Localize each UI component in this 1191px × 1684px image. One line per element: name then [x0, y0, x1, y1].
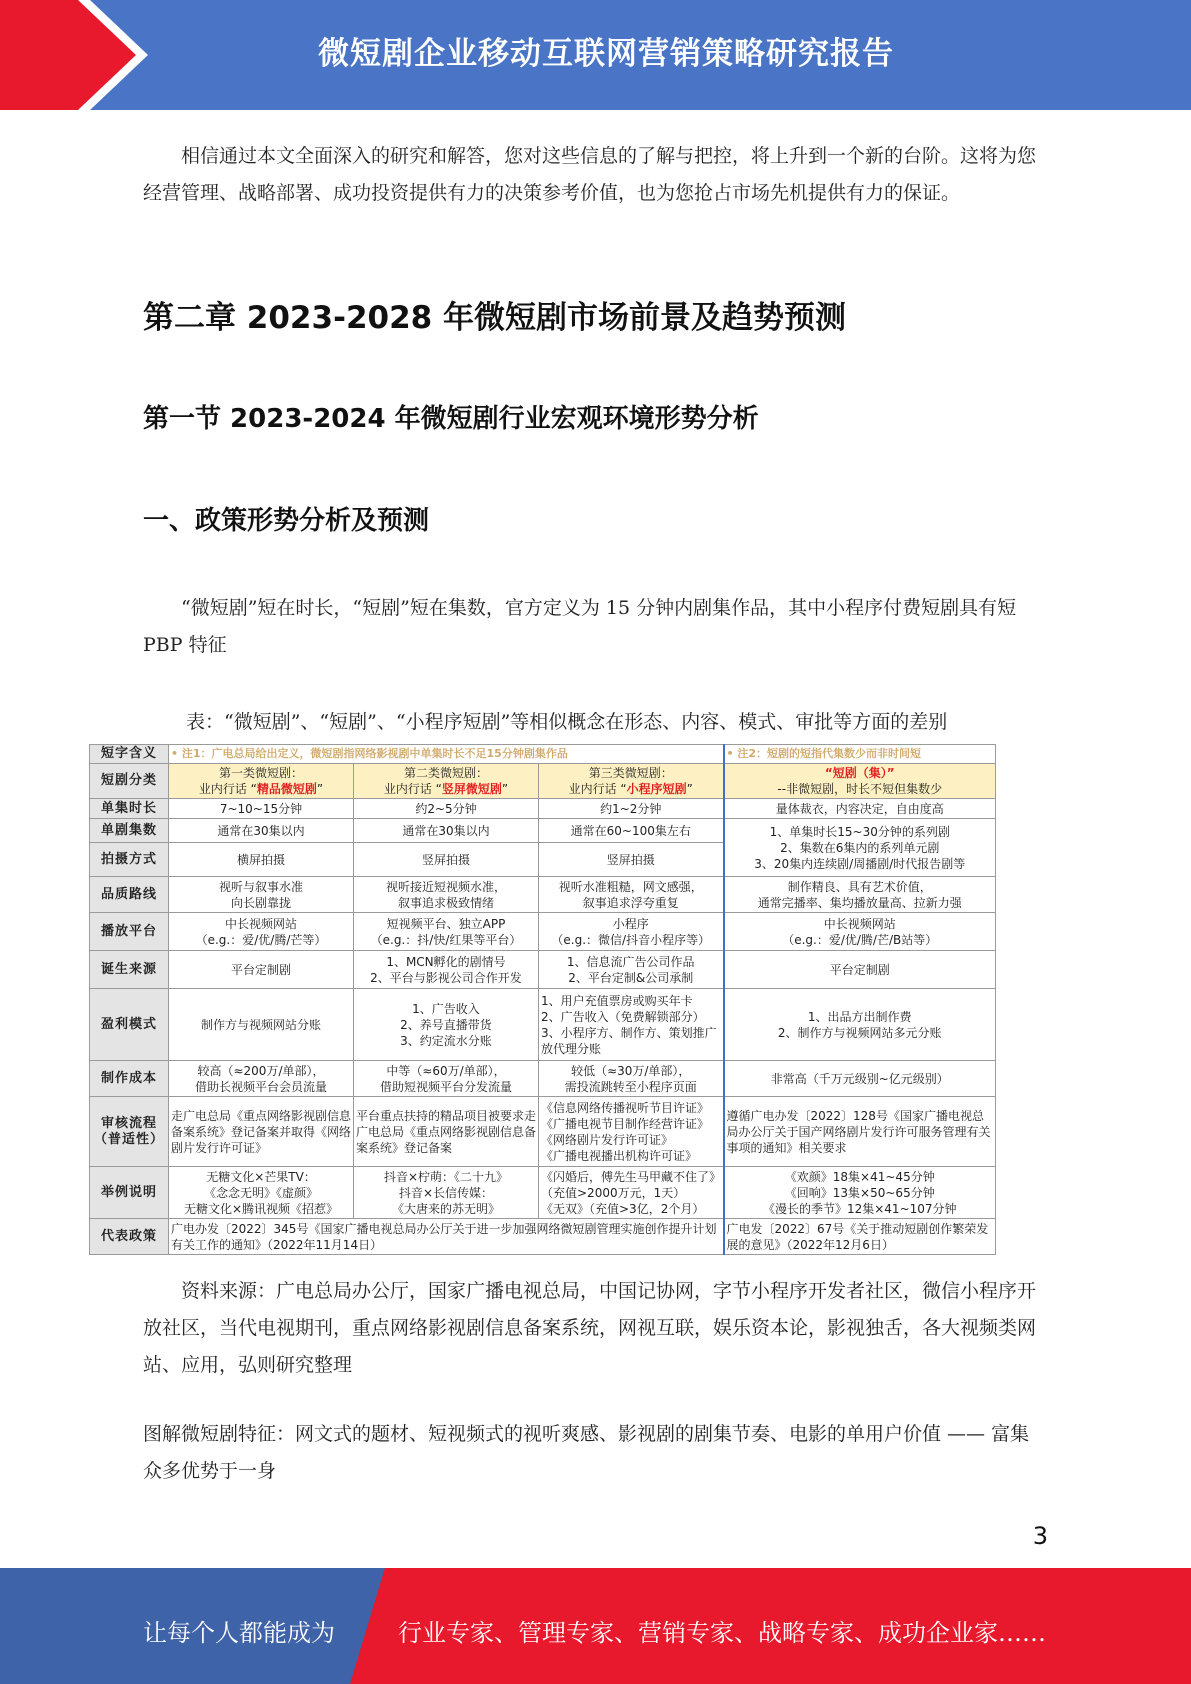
table-caption: 表：“微短剧”、“短剧”、“小程序短剧”等相似概念在形态、内容、模式、审批等方面的差别 — [186, 711, 948, 733]
row-header: 品质路线 — [90, 877, 169, 913]
table-cell: 走广电总局《重点网络影视剧信息备案系统》登记备案并取得《网络剧片发行许可证》 — [169, 1097, 354, 1167]
intro-paragraph: 相信通过本文全面深入的研究和解答，您对这些信息的了解与把控，将上升到一个新的台阶。这将为您经营管理、战略部署、成功投资提供有力的决策参考价值，也为您抢占市场先机提供有力的保证。 — [143, 145, 1037, 204]
table-cell: 遵循广电办发〔2022〕128号《国家广播电视总局办公厅关于国产网络剧片发行许可服务管理有关事项的通知》相关要求 — [724, 1097, 996, 1167]
table-row — [90, 1097, 996, 1167]
table-row — [90, 1219, 996, 1255]
table-cell: 制作精良、具有艺术价值， 通常完播率、集均播放量高、拉新力强 — [724, 877, 996, 913]
table-cell: 制作方与视频网站分账 — [169, 989, 354, 1061]
row-header: 审核流程 （普适性） — [90, 1097, 169, 1167]
table-cell: 小程序 （e.g.：微信/抖音小程序等） — [539, 913, 724, 951]
chapter-title: 第二章 2023-2028 年微短剧市场前景及趋势预测 — [143, 300, 847, 336]
page-number: 3 — [1032, 1522, 1048, 1550]
table-row — [90, 819, 996, 843]
table-cell: 视听与叙事水准 向长剧靠拢 — [169, 877, 354, 913]
row-header: 单集时长 — [90, 799, 169, 819]
section-title: 第一节 2023-2024 年微短剧行业宏观环境形势分析 — [143, 404, 759, 434]
category-cell: 第三类微短剧： 业内行话 “小程序短剧” — [539, 764, 724, 799]
table-cell: 广电发〔2022〕67号《关于推动短剧创作繁荣发展的意见》（2022年12月6日） — [724, 1219, 996, 1255]
table-cell: 《信息网络传播视听节目许证》 《广播电视节目制作经营许证》 《网络剧片发行许可证》 《广播电视播出机构许可证》 — [539, 1097, 724, 1167]
table-cell: 1、用户充值票房或购买年卡 2、广告收入（免费解锁部分） 3、小程序方、制作方、策划推广放代理分账 — [539, 989, 724, 1061]
category-cell: 第二类微短剧： 业内行话 “竖屏微短剧” — [354, 764, 539, 799]
row-header: 代表政策 — [90, 1219, 169, 1255]
table-row — [90, 989, 996, 1061]
table-row — [90, 1167, 996, 1219]
table-cell: 中长视频网站 （e.g.：爱/优/腾/芒等） — [169, 913, 354, 951]
table-row — [90, 877, 996, 913]
table-cell: 量体裁衣，内容决定，自由度高 — [724, 799, 996, 819]
table-cell: 广电办发〔2022〕345号《国家广播电视总局办公厅关于进一步加强网络微短剧管理实施创作提升计划有关工作的通知》（2022年11月14日） — [169, 1219, 724, 1255]
table-cell: 1、出品方出制作费 2、制作方与视频网站多元分账 — [724, 989, 996, 1061]
category-cell: 第一类微短剧： 业内行话 “精品微短剧” — [169, 764, 354, 799]
table-cell: 视听接近短视频水准， 叙事追求极致情绪 — [354, 877, 539, 913]
body-paragraph: “微短剧”短在时长，“短剧”短在集数，官方定义为 15 分钟内剧集作品，其中小程序付费短剧具有短 PBP 特征 — [143, 597, 1017, 656]
page-footer — [0, 1568, 1191, 1684]
table-cell: 《欢颜》18集×41~45分钟 《回响》13集×50~65分钟 《漫长的季节》12集×41~107分钟 — [724, 1167, 996, 1219]
source-paragraph: 资料来源：广电总局办公厅，国家广播电视总局，中国记协网，字节小程序开发者社区，微信小程序开放社区，当代电视期刊，重点网络影视剧信息备案系统，网视互联，娱乐资本论，影视独舌，各大视频类网站、应用，弘则研究整理 — [143, 1280, 1037, 1376]
row-header: 拍摄方式 — [90, 843, 169, 877]
footer-slogan-left: 让每个人都能成为 — [143, 1619, 335, 1647]
footer-slogan-right: 行业专家、管理专家、营销专家、战略专家、成功企业家…… — [398, 1619, 1046, 1647]
table-cell: 视听水准粗糙，网文感强， 叙事追求浮夸重复 — [539, 877, 724, 913]
table-row — [90, 913, 996, 951]
table-cell: 较高（≈200万/单部）， 借助长视频平台会员流量 — [169, 1061, 354, 1097]
table-cell: 平台定制剧 — [724, 951, 996, 989]
table-cell: 横屏拍摄 — [169, 843, 354, 877]
row-header: 短字含义 — [90, 745, 169, 764]
row-header: 短剧分类 — [90, 764, 169, 799]
row-header: 单剧集数 — [90, 819, 169, 843]
row-header: 播放平台 — [90, 913, 169, 951]
table-note: • 注2：短剧的短指代集数少而非时间短 — [724, 745, 996, 764]
table-cell: 1、信息流广告公司作品 2、平台定制&公司承制 — [539, 951, 724, 989]
table-cell: 竖屏拍摄 — [539, 843, 724, 877]
row-header: 举例说明 — [90, 1167, 169, 1219]
table-cell: 《闪婚后，傅先生马甲藏不住了》（充值>2000万元，1天） 《无双》（充值>3亿，2个月） — [539, 1167, 724, 1219]
header-title: 微短剧企业移动互联网营销策略研究报告 — [318, 36, 894, 72]
table-cell: 短视频平台、独立APP （e.g.：抖/快/红果等平台） — [354, 913, 539, 951]
table-cell: 1、广告收入 2、养号直播带货 3、约定流水分账 — [354, 989, 539, 1061]
table-cell: 抖音×柠萌：《二十九》 抖音×长信传媒： 《大唐来的苏无明》 — [354, 1167, 539, 1219]
table-row — [90, 745, 996, 764]
table-cell: 通常在60~100集左右 — [539, 819, 724, 843]
subsection-title: 一、政策形势分析及预测 — [143, 506, 430, 536]
table-cell: 无糖文化×芒果TV： 《念念无明》《虚颜》 无糖文化×腾讯视频《招惹》 — [169, 1167, 354, 1219]
comparison-table — [89, 744, 996, 1255]
feature-paragraph: 图解微短剧特征：网文式的题材、短视频式的视听爽感、影视剧的剧集节奏、电影的单用户价值 —— 富集众多优势于一身 — [143, 1423, 1030, 1482]
table-note: • 注1：广电总局给出定义，微短剧指网络影视剧中单集时长不足15分钟剧集作品 — [169, 745, 724, 764]
table-cell: 约1~2分钟 — [539, 799, 724, 819]
table-cell: 中等（≈60万/单部）， 借助短视频平台分发流量 — [354, 1061, 539, 1097]
table-row — [90, 951, 996, 989]
table-cell: 1、MCN孵化的剧情号 2、平台与影视公司合作开发 — [354, 951, 539, 989]
row-header: 盈利模式 — [90, 989, 169, 1061]
table-cell: 1、单集时长15~30分钟的系列剧 2、集数在6集内的系列单元剧 3、20集内连续剧/周播剧/时代报告剧等 — [724, 819, 996, 877]
table-cell: 平台重点扶持的精品项目被要求走广电总局《重点网络影视剧信息备案系统》登记备案 — [354, 1097, 539, 1167]
table-cell: 约2~5分钟 — [354, 799, 539, 819]
table-row — [90, 1061, 996, 1097]
table-row — [90, 764, 996, 799]
table-cell: 较低（≈30万/单部）， 需投流跳转至小程序页面 — [539, 1061, 724, 1097]
table-cell: 中长视频网站 （e.g.：爱/优/腾/芒/B站等） — [724, 913, 996, 951]
table-cell: 通常在30集以内 — [354, 819, 539, 843]
row-header: 诞生来源 — [90, 951, 169, 989]
table-cell: 非常高（千万元级别~亿元级别） — [724, 1061, 996, 1097]
category-cell: “短剧（集）” --非微短剧，时长不短但集数少 — [724, 764, 996, 799]
table-row — [90, 799, 996, 819]
table-cell: 通常在30集以内 — [169, 819, 354, 843]
table-cell: 7~10~15分钟 — [169, 799, 354, 819]
table-cell: 竖屏拍摄 — [354, 843, 539, 877]
table-cell: 平台定制剧 — [169, 951, 354, 989]
page-header — [0, 0, 1191, 110]
row-header: 制作成本 — [90, 1061, 169, 1097]
